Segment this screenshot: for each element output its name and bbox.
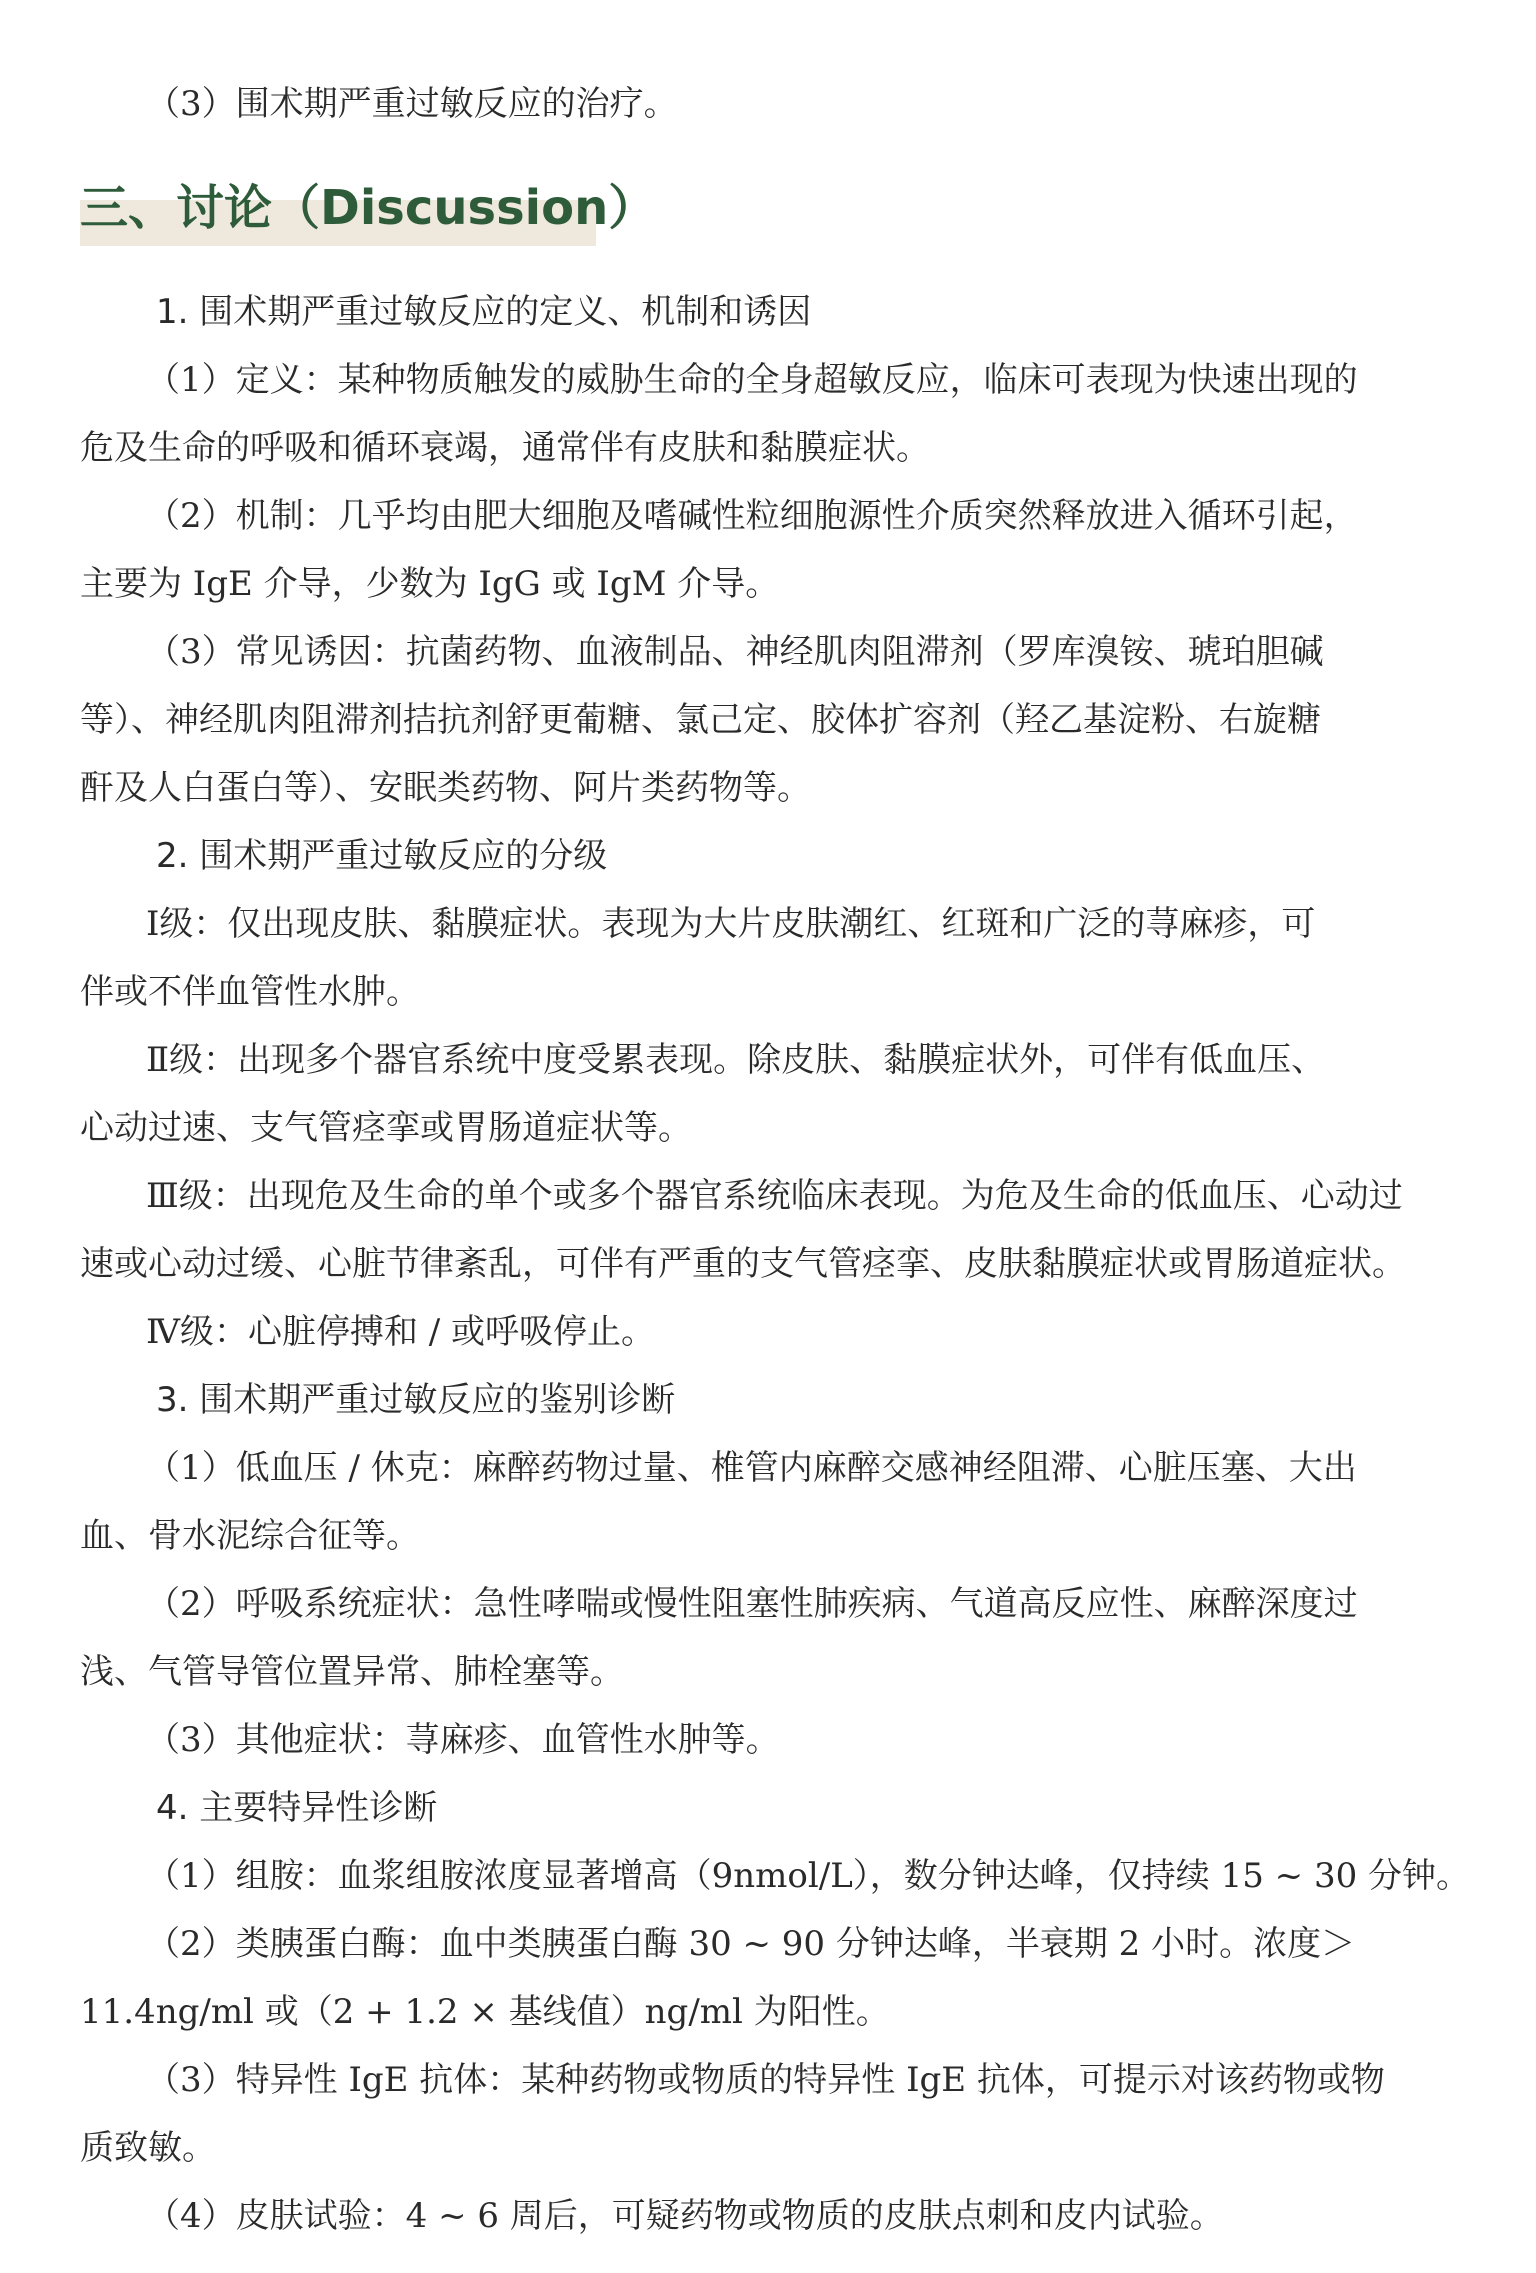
paragraph-line: 危及生命的呼吸和循环衰竭，通常伴有皮肤和黏膜症状。 [80, 428, 930, 468]
paragraph-line: 主要为 IgE 介导，少数为 IgG 或 IgM 介导。 [80, 564, 780, 604]
paragraph-line: （2）机制：几乎均由肥大细胞及嗜碱性粒细胞源性介质突然释放进入循环引起， [146, 496, 1358, 536]
subheading: 3. 围术期严重过敏反应的鉴别诊断 [156, 1380, 676, 1420]
paragraph-line: Ⅱ级：出现多个器官系统中度受累表现。除皮肤、黏膜症状外，可伴有低血压、 [146, 1040, 1326, 1080]
paragraph-line: 11.4ng/ml 或（2 + 1.2 × 基线值）ng/ml 为阳性。 [80, 1992, 890, 2032]
paragraph-line: （2）类胰蛋白酶：血中类胰蛋白酶 30 ~ 90 分钟达峰，半衰期 2 小时。浓度＞ [146, 1924, 1356, 1964]
paragraph-line: 浅、气管导管位置异常、肺栓塞等。 [80, 1652, 624, 1692]
paragraph-line: （4）皮肤试验：4 ~ 6 周后，可疑药物或物质的皮肤点刺和皮内试验。 [146, 2196, 1224, 2236]
paragraph-line: 质致敏。 [80, 2128, 216, 2168]
section-heading: 三、讨论（Discussion） [80, 180, 657, 236]
intro-line: （3）围术期严重过敏反应的治疗。 [146, 84, 678, 124]
paragraph-line: 血、骨水泥综合征等。 [80, 1516, 420, 1556]
paragraph-line: 酐及人白蛋白等）、安眠类药物、阿片类药物等。 [80, 768, 811, 808]
paragraph-line: 心动过速、支气管痉挛或胃肠道症状等。 [80, 1108, 692, 1148]
paragraph-line: （1）低血压 / 休克：麻醉药物过量、椎管内麻醉交感神经阻滞、心脏压塞、大出 [146, 1448, 1357, 1488]
paragraph-line: （3）特异性 IgE 抗体：某种药物或物质的特异性 IgE 抗体，可提示对该药物或物 [146, 2060, 1385, 2100]
paragraph-line: Ⅲ级：出现危及生命的单个或多个器官系统临床表现。为危及生命的低血压、心动过 [146, 1176, 1403, 1216]
subheading: 4. 主要特异性诊断 [156, 1788, 438, 1828]
paragraph-line: （2）呼吸系统症状：急性哮喘或慢性阻塞性肺疾病、气道高反应性、麻醉深度过 [146, 1584, 1358, 1624]
subheading: 2. 围术期严重过敏反应的分级 [156, 836, 608, 876]
paragraph-line: 速或心动过缓、心脏节律紊乱，可伴有严重的支气管痉挛、皮肤黏膜症状或胃肠道症状。 [80, 1244, 1406, 1284]
paragraph-line: 伴或不伴血管性水肿。 [80, 972, 420, 1012]
paragraph-line: （1）组胺：血浆组胺浓度显著增高（9nmol/L），数分钟达峰，仅持续 15 ~ 30 分钟。 [146, 1856, 1471, 1896]
subheading: 1. 围术期严重过敏反应的定义、机制和诱因 [156, 292, 812, 332]
paragraph-line: （3）其他症状：荨麻疹、血管性水肿等。 [146, 1720, 780, 1760]
paragraph-line: Ⅳ级：心脏停搏和 / 或呼吸停止。 [146, 1312, 656, 1352]
paragraph-line: （1）定义：某种物质触发的威胁生命的全身超敏反应，临床可表现为快速出现的 [146, 360, 1358, 400]
paragraph-line: （3）常见诱因：抗菌药物、血液制品、神经肌肉阻滞剂（罗库溴铵、琥珀胆碱 [146, 632, 1324, 672]
paragraph-line: Ⅰ级：仅出现皮肤、黏膜症状。表现为大片皮肤潮红、红斑和广泛的荨麻疹，可 [146, 904, 1316, 944]
paragraph-line: 等）、神经肌肉阻滞剂拮抗剂舒更葡糖、氯己定、胶体扩容剂（羟乙基淀粉、右旋糖 [80, 700, 1321, 740]
section-heading-block [80, 172, 656, 252]
